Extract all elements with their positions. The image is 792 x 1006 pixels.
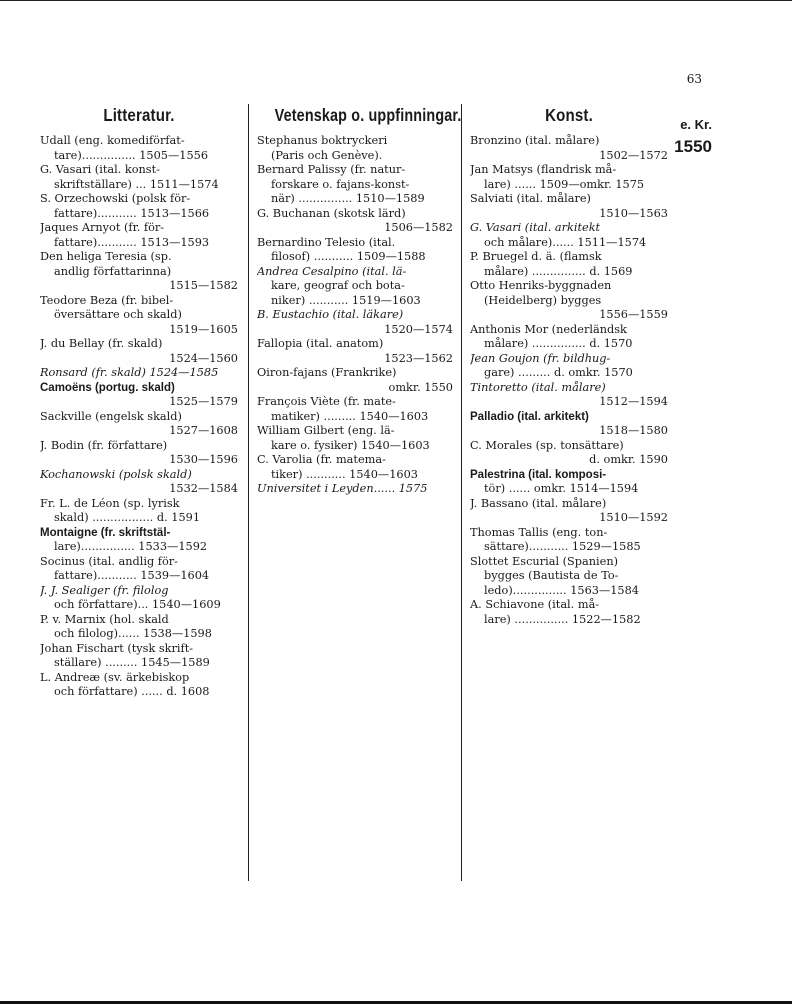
entry-line: William Gilbert (eng. lä-	[257, 424, 395, 437]
entry-year: 1556—1559	[599, 308, 668, 321]
entry-line: fattare)........... 1513—1566	[54, 206, 210, 220]
entry-line: François Viète (fr. mate-	[257, 395, 396, 408]
entry-line: sättare)........... 1529—1585	[484, 540, 641, 553]
entry-line: Jaques Arnyot (fr. för-	[40, 221, 165, 234]
entry-otto-henriks	[470, 279, 668, 323]
entry-marnix	[40, 613, 238, 642]
entry-vasari	[40, 163, 238, 192]
entry-year: 1524—1560	[169, 351, 238, 365]
entry-line: ställare) ......... 1545—1589	[54, 656, 210, 669]
entry-mor	[470, 323, 668, 352]
entry-line: tare)............... 1505—1556	[54, 148, 209, 162]
entry-line: Anthonis Mor (nederländsk	[470, 322, 627, 336]
entry-line: Salviati (ital. målare)	[470, 192, 591, 205]
entry-fallopia	[257, 337, 453, 366]
entry-socinus	[40, 555, 238, 584]
entry-line: Andrea Cesalpino (ital. lä-	[257, 264, 407, 278]
entry-leyden	[257, 482, 453, 497]
entry-line: och författare)... 1540—1609	[54, 598, 221, 611]
entry-line: Palladio (ital. arkitekt)	[470, 410, 589, 423]
entry-line: lare) ............... 1522—1582	[484, 612, 641, 626]
entry-sealiger	[40, 584, 238, 613]
entry-year: 1519—1605	[169, 322, 238, 336]
entry-line: S. Orzechowski (polsk för-	[40, 192, 191, 205]
entry-line: Palestrina (ital. komposi-	[470, 468, 607, 481]
entry-line: A. Schiavone (ital. må-	[470, 598, 600, 611]
entry-line: J. Bodin (fr. författare)	[40, 438, 168, 452]
entry-line: C. Morales (sp. tonsättare)	[470, 438, 624, 452]
entry-line: Jan Matsys (flandrisk må-	[470, 163, 617, 176]
entry-palladio	[470, 410, 668, 439]
entry-morales	[470, 439, 668, 468]
entry-fischart	[40, 642, 238, 671]
entry-line: bygges (Bautista de To-	[484, 569, 619, 582]
entry-year: 1510—1563	[599, 206, 668, 220]
entry-palissy	[257, 163, 453, 207]
entry-line: C. Varolia (fr. matema-	[257, 453, 386, 466]
entry-year: 1530—1596	[169, 453, 238, 466]
entry-line: när) ............... 1510—1589	[271, 192, 425, 205]
entry-line: Jean Goujon (fr. bildhug-	[470, 351, 611, 365]
entry-line: Otto Henriks-byggnaden	[470, 279, 612, 292]
entry-line: Camoëns (portug. skald)	[40, 381, 175, 394]
entry-line: tiker) ........... 1540—1603	[271, 467, 418, 481]
entry-line: G. Buchanan (skotsk lärd)	[257, 206, 406, 220]
entry-line: Thomas Tallis (eng. ton-	[470, 525, 608, 539]
entry-bassano	[470, 497, 668, 526]
entry-line: Socinus (ital. andlig för-	[40, 554, 179, 568]
year-margin	[668, 104, 712, 158]
entry-line: Stephanus boktryckeri	[257, 134, 388, 147]
entry-line: fattare)........... 1539—1604	[54, 569, 210, 582]
entry-year: 1502—1572	[599, 148, 668, 162]
entry-line: Udall (eng. komediförfat-	[40, 134, 185, 147]
entry-line: och målare)...... 1511—1574	[484, 235, 647, 249]
era-label: e. Kr.	[680, 117, 712, 132]
entry-line: Fallopia (ital. anatom)	[257, 337, 384, 350]
entry-goujon	[470, 352, 668, 381]
entry-cesalpino	[257, 265, 453, 309]
entry-line: J. Bassano (ital. målare)	[470, 496, 607, 510]
entry-year: 1518—1580	[599, 424, 668, 437]
entry-line: målare) ............... d. 1570	[484, 337, 633, 350]
entry-andreae	[40, 671, 238, 700]
entry-line: lare) ...... 1509—omkr. 1575	[484, 177, 645, 191]
entry-orzechowski	[40, 192, 238, 221]
entry-line: kare, geograf och bota-	[271, 279, 405, 292]
entry-line: J. du Bellay (fr. skald)	[40, 337, 163, 350]
entry-udall	[40, 134, 238, 163]
entry-palestrina	[470, 468, 668, 497]
entry-buchanan	[257, 207, 453, 236]
entry-year: 1523—1562	[384, 351, 453, 365]
entry-line: Teodore Beza (fr. bibel-	[40, 293, 174, 307]
entry-line: översättare och skald)	[54, 308, 182, 321]
entry-bronzino	[470, 134, 668, 163]
entry-line: ledo)............... 1563—1584	[484, 583, 639, 597]
entry-line: Bronzino (ital. målare)	[470, 134, 600, 147]
column-konst	[470, 104, 668, 627]
entry-year: omkr. 1550	[388, 380, 453, 394]
entry-year: 1527—1608	[169, 424, 238, 437]
entry-line: G. Vasari (ital. konst-	[40, 163, 160, 176]
entry-year: 1515—1582	[169, 279, 238, 292]
entry-line: matiker) ......... 1540—1603	[271, 409, 429, 423]
entry-schiavone	[470, 598, 668, 627]
entry-du-bellay	[40, 337, 238, 366]
entry-line: P. Bruegel d. ä. (flamsk	[470, 250, 602, 263]
page-number: 63	[686, 72, 702, 86]
entry-line: gare) ......... d. omkr. 1570	[484, 366, 633, 379]
entry-line: (Heidelberg) bygges	[484, 293, 602, 307]
entry-salviati	[470, 192, 668, 221]
entry-line: fattare)........... 1513—1593	[54, 235, 210, 249]
entry-vasari-konst	[470, 221, 668, 250]
entry-year: 1532—1584	[169, 482, 238, 495]
page-top-rule	[0, 0, 792, 1]
entry-line: Ronsard (fr. skald) 1524—1585	[40, 366, 219, 379]
entry-line: B. Eustachio (ital. läkare)	[257, 308, 404, 321]
entry-de-leon	[40, 497, 238, 526]
entry-tallis	[470, 526, 668, 555]
entry-bruegel	[470, 250, 668, 279]
entry-camoens	[40, 381, 238, 410]
column-heading-konst: Konst.	[545, 105, 593, 125]
entry-line: filosof) ........... 1509—1588	[271, 250, 426, 263]
year-label: 1550	[674, 137, 712, 156]
entry-kochanowski	[40, 468, 238, 497]
entry-line: Den heliga Teresia (sp.	[40, 250, 172, 263]
entry-line: andlig författarinna)	[54, 264, 172, 278]
entry-line: kare o. fysiker) 1540—1603	[271, 438, 430, 452]
entry-line: lare)............... 1533—1592	[54, 540, 208, 553]
entry-telesio	[257, 236, 453, 265]
entry-line: Fr. L. de Léon (sp. lyrisk	[40, 496, 180, 510]
entry-line: G. Vasari (ital. arkitekt	[470, 221, 601, 234]
entry-line: Universitet i Leyden...... 1575	[257, 482, 428, 495]
entry-eustachio	[257, 308, 453, 337]
column-litteratur	[40, 104, 238, 700]
entry-line: Johan Fischart (tysk skrift-	[40, 641, 194, 655]
entry-oiron	[257, 366, 453, 395]
entry-escurial	[470, 555, 668, 599]
entry-varolia	[257, 453, 453, 482]
entry-line: tör) ...... omkr. 1514—1594	[484, 482, 639, 495]
entry-year: 1510—1592	[599, 511, 668, 524]
column-heading-vetenskap: Vetenskap o. uppfinningar.	[274, 105, 462, 125]
entry-line: J. J. Sealiger (fr. filolog	[40, 583, 169, 597]
entry-year: 1525—1579	[169, 395, 238, 408]
entry-line: Bernard Palissy (fr. natur-	[257, 163, 406, 176]
column-heading-litteratur: Litteratur.	[103, 105, 175, 125]
entry-line: och filolog)...... 1538—1598	[54, 627, 212, 640]
entry-montaigne	[40, 526, 238, 555]
entry-line: Sackville (engelsk skald)	[40, 409, 182, 423]
column-rule-2	[461, 104, 462, 881]
entry-bodin	[40, 439, 238, 468]
entry-year: 1506—1582	[384, 221, 453, 234]
entry-line: niker) ........... 1519—1603	[271, 293, 421, 307]
entry-arnyot	[40, 221, 238, 250]
entry-year: 1512—1594	[599, 395, 668, 408]
entry-line: forskare o. fajans-konst-	[271, 177, 410, 191]
entry-year: 1520—1574	[384, 322, 453, 336]
entry-line: skald) ................. d. 1591	[54, 511, 201, 524]
entry-line: L. Andreæ (sv. ärkebiskop	[40, 670, 190, 684]
entry-line: Tintoretto (ital. målare)	[470, 380, 606, 394]
entry-line: och författare) ...... d. 1608	[54, 685, 210, 698]
entry-ronsard	[40, 366, 238, 381]
entry-matsys	[470, 163, 668, 192]
entry-beza	[40, 294, 238, 338]
entry-line: Kochanowski (polsk skald)	[40, 467, 192, 481]
entry-stephanus	[257, 134, 453, 163]
entry-line: P. v. Marnix (hol. skald	[40, 612, 169, 626]
entry-teresia	[40, 250, 238, 294]
column-vetenskap	[257, 104, 462, 497]
page-bottom-rule	[0, 1001, 792, 1004]
entry-viete	[257, 395, 453, 424]
entry-line: (Paris och Genève).	[271, 148, 383, 162]
entry-line: Slottet Escurial (Spanien)	[470, 554, 619, 568]
entry-gilbert	[257, 424, 453, 453]
entry-line: målare) ............... d. 1569	[484, 264, 633, 278]
entry-line: Oiron-fajans (Frankrike)	[257, 366, 397, 379]
entry-sackville	[40, 410, 238, 439]
entry-tintoretto	[470, 381, 668, 410]
entry-line: Montaigne (fr. skriftstäl-	[40, 526, 171, 539]
entry-line: Bernardino Telesio (ital.	[257, 235, 396, 249]
entry-year: d. omkr. 1590	[589, 453, 668, 466]
entry-line: skriftställare) ... 1511—1574	[54, 177, 219, 191]
column-rule-1	[248, 104, 249, 881]
